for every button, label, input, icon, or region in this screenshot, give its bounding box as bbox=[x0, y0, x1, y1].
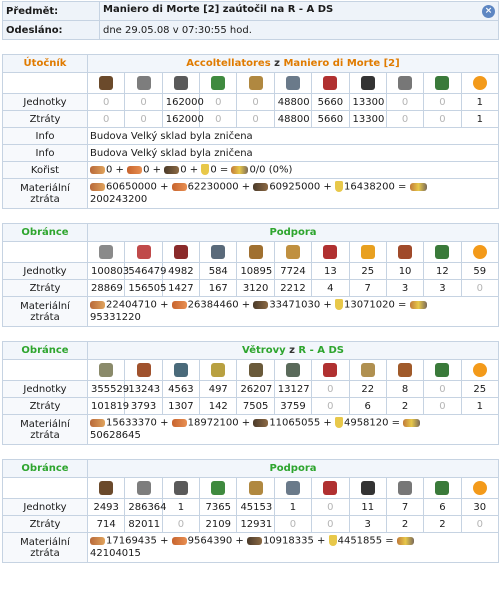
subject-text: Maniero di Morte [2] zaútočil na R - A DS bbox=[103, 4, 334, 15]
unit-icon-cell bbox=[162, 73, 199, 94]
sent-date: dne 29.05.08 v 07:30:55 hod. bbox=[100, 21, 499, 40]
material-loss-row bbox=[3, 179, 499, 209]
scout-boots-icon bbox=[211, 76, 225, 90]
losses-row bbox=[3, 280, 499, 297]
material-loss-values: 15633370 + 18972100 + 11065055 + 4958120 = 50628645 bbox=[88, 415, 499, 445]
booty-clay: 0 + bbox=[143, 164, 162, 176]
support-section-1 bbox=[2, 223, 499, 327]
unit-icons-row bbox=[3, 360, 499, 381]
unit-icon-cell bbox=[237, 73, 274, 94]
loss-count: 3 bbox=[386, 280, 423, 297]
loss-count: 1427 bbox=[162, 280, 199, 297]
troops-label: Jednotky bbox=[3, 94, 88, 111]
troop-count: 8 bbox=[386, 381, 423, 398]
unit-icon-cell bbox=[237, 242, 274, 263]
attacker-label: Útočník bbox=[3, 55, 88, 73]
booty-wood: 0 + bbox=[106, 164, 124, 176]
praetorian-icon bbox=[137, 245, 151, 259]
clay-icon bbox=[172, 183, 187, 191]
loss-count: 2 bbox=[386, 398, 423, 415]
troop-count: 26207 bbox=[237, 381, 274, 398]
attacker-village-link[interactable]: Maniero di Morte [2] bbox=[283, 58, 400, 69]
sent-label: Odesláno: bbox=[3, 21, 100, 40]
losses-label: Ztráty bbox=[3, 516, 88, 533]
troop-count: 497 bbox=[200, 381, 237, 398]
settler-icon bbox=[435, 481, 449, 495]
loss-count: 1 bbox=[461, 111, 498, 128]
loss-count: 0 bbox=[461, 280, 498, 297]
unit-icon-cell bbox=[424, 242, 461, 263]
loss-count: 0 bbox=[424, 398, 461, 415]
unit-icon-cell bbox=[349, 478, 386, 499]
troops-row bbox=[3, 499, 499, 516]
crop-icon bbox=[201, 164, 209, 175]
troop-count: 286364 bbox=[125, 499, 162, 516]
troop-count: 0 bbox=[125, 94, 162, 111]
unit-icon-cell bbox=[125, 360, 162, 381]
unit-icon-cell bbox=[312, 360, 349, 381]
unit-icon-cell bbox=[88, 478, 125, 499]
unit-icon-cell bbox=[200, 478, 237, 499]
loss-count: 3120 bbox=[237, 280, 274, 297]
clay-icon bbox=[127, 166, 142, 174]
ram-icon bbox=[323, 76, 337, 90]
carry-icon bbox=[231, 166, 248, 174]
troops-row bbox=[3, 263, 499, 280]
wood-icon bbox=[90, 537, 105, 545]
attacker-unit-name[interactable]: Accoltellatores bbox=[186, 58, 271, 69]
unit-icon-cell bbox=[461, 242, 498, 263]
material-loss-row bbox=[3, 533, 499, 563]
loss-count: 0 bbox=[461, 516, 498, 533]
paladin-icon bbox=[249, 76, 263, 90]
material-loss-row bbox=[3, 415, 499, 445]
material-loss-row bbox=[3, 297, 499, 327]
crop-icon bbox=[335, 181, 343, 192]
booty-values bbox=[88, 162, 499, 179]
crop-icon bbox=[335, 299, 343, 310]
ram-icon bbox=[323, 363, 337, 377]
loss-count: 0 bbox=[237, 111, 274, 128]
unit-icons-row bbox=[3, 73, 499, 94]
troop-count: 13243 bbox=[125, 381, 162, 398]
close-icon[interactable]: × bbox=[482, 5, 495, 18]
unit-icon-cell bbox=[386, 478, 423, 499]
loss-count: 13300 bbox=[349, 111, 386, 128]
unit-icons-row bbox=[3, 478, 499, 499]
total-resources-icon bbox=[397, 537, 414, 545]
loss-count: 82011 bbox=[125, 516, 162, 533]
unit-icon-cell bbox=[386, 73, 423, 94]
subject-label: Předmět: bbox=[3, 2, 100, 21]
crop-icon bbox=[329, 535, 337, 546]
loss-count: 2109 bbox=[200, 516, 237, 533]
spear-icon bbox=[137, 481, 151, 495]
troop-count: 0 bbox=[200, 94, 237, 111]
unit-icon-cell bbox=[312, 478, 349, 499]
chieftain-icon bbox=[398, 363, 412, 377]
iron-icon bbox=[247, 537, 262, 545]
unit-icon-cell bbox=[125, 73, 162, 94]
info-label: Info bbox=[3, 128, 88, 145]
troop-count: 7 bbox=[386, 499, 423, 516]
unit-icon-cell bbox=[424, 73, 461, 94]
club-icon bbox=[99, 481, 113, 495]
teutonic-knight-icon bbox=[286, 481, 300, 495]
unit-icon-cell bbox=[274, 360, 311, 381]
icons-row-spacer bbox=[3, 73, 88, 94]
loss-count: 28869 bbox=[88, 280, 125, 297]
total-resources-icon bbox=[410, 301, 427, 309]
booty-row bbox=[3, 162, 499, 179]
troop-count: 22 bbox=[349, 381, 386, 398]
loss-count: 3 bbox=[424, 280, 461, 297]
unit-icon-cell bbox=[312, 73, 349, 94]
booty-crop: 0 = bbox=[210, 164, 229, 176]
troop-count: 0 bbox=[88, 94, 125, 111]
troop-count: 59 bbox=[461, 263, 498, 280]
unit-icon-cell bbox=[424, 478, 461, 499]
iron-icon bbox=[253, 419, 268, 427]
troop-count: 0 bbox=[312, 381, 349, 398]
unit-icon-cell bbox=[200, 242, 237, 263]
troop-count: 13127 bbox=[274, 381, 311, 398]
info-row bbox=[3, 128, 499, 145]
unit-icon-cell bbox=[461, 478, 498, 499]
troop-count: 13300 bbox=[349, 94, 386, 111]
clay-icon bbox=[172, 537, 187, 545]
loss-count: 1 bbox=[461, 398, 498, 415]
unit-icon-cell bbox=[349, 73, 386, 94]
booty-carry: 0/0 (0%) bbox=[249, 164, 293, 176]
loss-count: 5660 bbox=[312, 111, 349, 128]
loss-count: 0 bbox=[312, 516, 349, 533]
troop-count: 25 bbox=[461, 381, 498, 398]
troop-count: 162000 bbox=[162, 94, 199, 111]
loss-count: 167 bbox=[200, 280, 237, 297]
attacker-section bbox=[2, 54, 499, 209]
booty-iron: 0 + bbox=[180, 164, 199, 176]
troop-count: 355529 bbox=[88, 381, 125, 398]
material-loss-label: Materiální ztráta bbox=[3, 179, 88, 209]
losses-row bbox=[3, 111, 499, 128]
loss-count: 142 bbox=[200, 398, 237, 415]
troop-count: 45153 bbox=[237, 499, 274, 516]
unit-icon-cell bbox=[200, 73, 237, 94]
unit-icon-cell bbox=[461, 73, 498, 94]
hero-star-icon bbox=[473, 76, 487, 90]
loss-count: 2 bbox=[386, 516, 423, 533]
troop-count: 10895 bbox=[237, 263, 274, 280]
settler-icon bbox=[435, 76, 449, 90]
total-resources-icon bbox=[403, 419, 420, 427]
troop-count: 11 bbox=[349, 499, 386, 516]
club-icon bbox=[99, 76, 113, 90]
loss-count: 4 bbox=[312, 280, 349, 297]
unit-icon-cell bbox=[200, 360, 237, 381]
troop-count: 0 bbox=[237, 94, 274, 111]
unit-icon-cell bbox=[349, 360, 386, 381]
troop-count: 584 bbox=[200, 263, 237, 280]
troop-count: 4563 bbox=[162, 381, 199, 398]
loss-count: 0 bbox=[386, 111, 423, 128]
attacker-title-connector: z bbox=[274, 58, 280, 69]
booty-label: Kořist bbox=[3, 162, 88, 179]
info-row bbox=[3, 145, 499, 162]
troops-row bbox=[3, 381, 499, 398]
troop-count: 5660 bbox=[312, 94, 349, 111]
loss-count: 0 bbox=[274, 516, 311, 533]
loss-count: 3759 bbox=[274, 398, 311, 415]
iron-icon bbox=[253, 183, 268, 191]
phalanx-icon bbox=[99, 363, 113, 377]
troop-count: 0 bbox=[312, 499, 349, 516]
support-title: Podpora bbox=[88, 460, 499, 478]
material-loss-label: Materiální ztráta bbox=[3, 533, 88, 563]
material-loss-values: 17169435 + 9564390 + 10918335 + 4451855 = 42104015 bbox=[88, 533, 499, 563]
material-loss-values: 60650000 + 62230000 + 60925000 + 16438200 = 200243200 bbox=[88, 179, 499, 209]
material-loss-values: 22404710 + 26384460 + 33471030 + 13071020 = 95331220 bbox=[88, 297, 499, 327]
legionnaire-icon bbox=[99, 245, 113, 259]
unit-icons-row bbox=[3, 242, 499, 263]
troops-label: Jednotky bbox=[3, 381, 88, 398]
axe-icon bbox=[174, 76, 188, 90]
unit-icon-cell bbox=[274, 242, 311, 263]
equites-caesaris-icon bbox=[286, 245, 300, 259]
spear-icon bbox=[137, 76, 151, 90]
senator-icon bbox=[398, 245, 412, 259]
losses-row bbox=[3, 398, 499, 415]
loss-count: 0 bbox=[424, 111, 461, 128]
troop-count: 10 bbox=[386, 263, 423, 280]
unit-icon-cell bbox=[424, 360, 461, 381]
troop-count: 7365 bbox=[200, 499, 237, 516]
support-section-2 bbox=[2, 459, 499, 563]
loss-count: 714 bbox=[88, 516, 125, 533]
equites-legati-icon bbox=[211, 245, 225, 259]
troop-count: 1 bbox=[162, 499, 199, 516]
equites-imperatoris-icon bbox=[249, 245, 263, 259]
troop-count: 12 bbox=[424, 263, 461, 280]
unit-icon-cell bbox=[349, 242, 386, 263]
troop-count: 30 bbox=[461, 499, 498, 516]
unit-icon-cell bbox=[461, 360, 498, 381]
wood-icon bbox=[90, 183, 105, 191]
hero-star-icon bbox=[473, 245, 487, 259]
unit-icon-cell bbox=[125, 242, 162, 263]
troop-count: 4982 bbox=[162, 263, 199, 280]
chief-icon bbox=[398, 76, 412, 90]
imperian-icon bbox=[174, 245, 188, 259]
loss-count: 3793 bbox=[125, 398, 162, 415]
catapult-icon bbox=[361, 481, 375, 495]
troop-count: 1 bbox=[274, 499, 311, 516]
loss-count: 48800 bbox=[274, 111, 311, 128]
theutates-thunder-icon bbox=[211, 363, 225, 377]
defender-label: Obránce bbox=[3, 342, 88, 360]
pathfinder-icon bbox=[174, 363, 188, 377]
total-resources-icon bbox=[410, 183, 427, 191]
info-text: Budova Velký sklad byla zničena bbox=[88, 128, 499, 145]
troops-row bbox=[3, 94, 499, 111]
clay-icon bbox=[172, 301, 187, 309]
unit-icon-cell bbox=[312, 242, 349, 263]
troops-label: Jednotky bbox=[3, 263, 88, 280]
unit-icon-cell bbox=[386, 360, 423, 381]
unit-icon-cell bbox=[88, 360, 125, 381]
loss-count: 1307 bbox=[162, 398, 199, 415]
loss-count: 162000 bbox=[162, 111, 199, 128]
loss-count: 3 bbox=[349, 516, 386, 533]
loss-count: 7 bbox=[349, 280, 386, 297]
unit-icon-cell bbox=[237, 478, 274, 499]
trebuchet-icon bbox=[361, 363, 375, 377]
iron-icon bbox=[253, 301, 268, 309]
defender-label: Obránce bbox=[3, 460, 88, 478]
losses-label: Ztráty bbox=[3, 280, 88, 297]
unit-icon-cell bbox=[125, 478, 162, 499]
troop-count: 7724 bbox=[274, 263, 311, 280]
report-header bbox=[2, 1, 499, 40]
unit-icon-cell bbox=[386, 242, 423, 263]
loss-count: 0 bbox=[312, 398, 349, 415]
info-label: Info bbox=[3, 145, 88, 162]
support-title: Podpora bbox=[88, 224, 499, 242]
wood-icon bbox=[90, 166, 105, 174]
loss-count: 156505 bbox=[125, 280, 162, 297]
defender-title-connector: z bbox=[289, 345, 295, 356]
axe-icon bbox=[174, 481, 188, 495]
unit-icon-cell bbox=[162, 242, 199, 263]
unit-icon-cell bbox=[237, 360, 274, 381]
hero-star-icon bbox=[473, 481, 487, 495]
troops-label: Jednotky bbox=[3, 499, 88, 516]
defender-village-name[interactable]: Větrovy bbox=[242, 345, 286, 356]
ram-icon bbox=[323, 245, 337, 259]
catapult-icon bbox=[361, 76, 375, 90]
druidrider-icon bbox=[249, 363, 263, 377]
haeduan-icon bbox=[286, 363, 300, 377]
loss-count: 7505 bbox=[237, 398, 274, 415]
chief-icon bbox=[398, 481, 412, 495]
ram-icon bbox=[323, 481, 337, 495]
wood-icon bbox=[90, 419, 105, 427]
troop-count: 13 bbox=[312, 263, 349, 280]
defender-section bbox=[2, 341, 499, 445]
unit-icon-cell bbox=[274, 73, 311, 94]
loss-count: 0 bbox=[125, 111, 162, 128]
troop-count: 48800 bbox=[274, 94, 311, 111]
loss-count: 6 bbox=[349, 398, 386, 415]
scout-boots-icon bbox=[211, 481, 225, 495]
losses-row bbox=[3, 516, 499, 533]
defender-label: Obránce bbox=[3, 224, 88, 242]
unit-icon-cell bbox=[274, 478, 311, 499]
loss-count: 0 bbox=[200, 111, 237, 128]
paladin-icon bbox=[249, 481, 263, 495]
loss-count: 2212 bbox=[274, 280, 311, 297]
fire-catapult-icon bbox=[361, 245, 375, 259]
teutonic-knight-icon bbox=[286, 76, 300, 90]
troop-count: 2493 bbox=[88, 499, 125, 516]
loss-count: 2 bbox=[424, 516, 461, 533]
loss-count: 12931 bbox=[237, 516, 274, 533]
defender-player-link[interactable]: R - A DS bbox=[298, 345, 344, 356]
settler-icon bbox=[435, 363, 449, 377]
crop-icon bbox=[335, 417, 343, 428]
loss-count: 0 bbox=[162, 516, 199, 533]
troop-count: 0 bbox=[424, 94, 461, 111]
troop-count: 0 bbox=[424, 381, 461, 398]
troop-count: 1 bbox=[461, 94, 498, 111]
iron-icon bbox=[164, 166, 179, 174]
unit-icon-cell bbox=[88, 242, 125, 263]
losses-label: Ztráty bbox=[3, 111, 88, 128]
troop-count: 6 bbox=[424, 499, 461, 516]
unit-icon-cell bbox=[162, 360, 199, 381]
troop-count: 100803 bbox=[88, 263, 125, 280]
unit-icon-cell bbox=[88, 73, 125, 94]
troop-count: 0 bbox=[386, 94, 423, 111]
info-text: Budova Velký sklad byla zničena bbox=[88, 145, 499, 162]
settler-icon bbox=[435, 245, 449, 259]
wood-icon bbox=[90, 301, 105, 309]
material-loss-label: Materiální ztráta bbox=[3, 415, 88, 445]
troop-count: 546479 bbox=[125, 263, 162, 280]
loss-count: 0 bbox=[88, 111, 125, 128]
loss-count: 101819 bbox=[88, 398, 125, 415]
troop-count: 25 bbox=[349, 263, 386, 280]
material-loss-label: Materiální ztráta bbox=[3, 297, 88, 327]
unit-icon-cell bbox=[162, 478, 199, 499]
losses-label: Ztráty bbox=[3, 398, 88, 415]
clay-icon bbox=[172, 419, 187, 427]
hero-star-icon bbox=[473, 363, 487, 377]
swordsman-icon bbox=[137, 363, 151, 377]
